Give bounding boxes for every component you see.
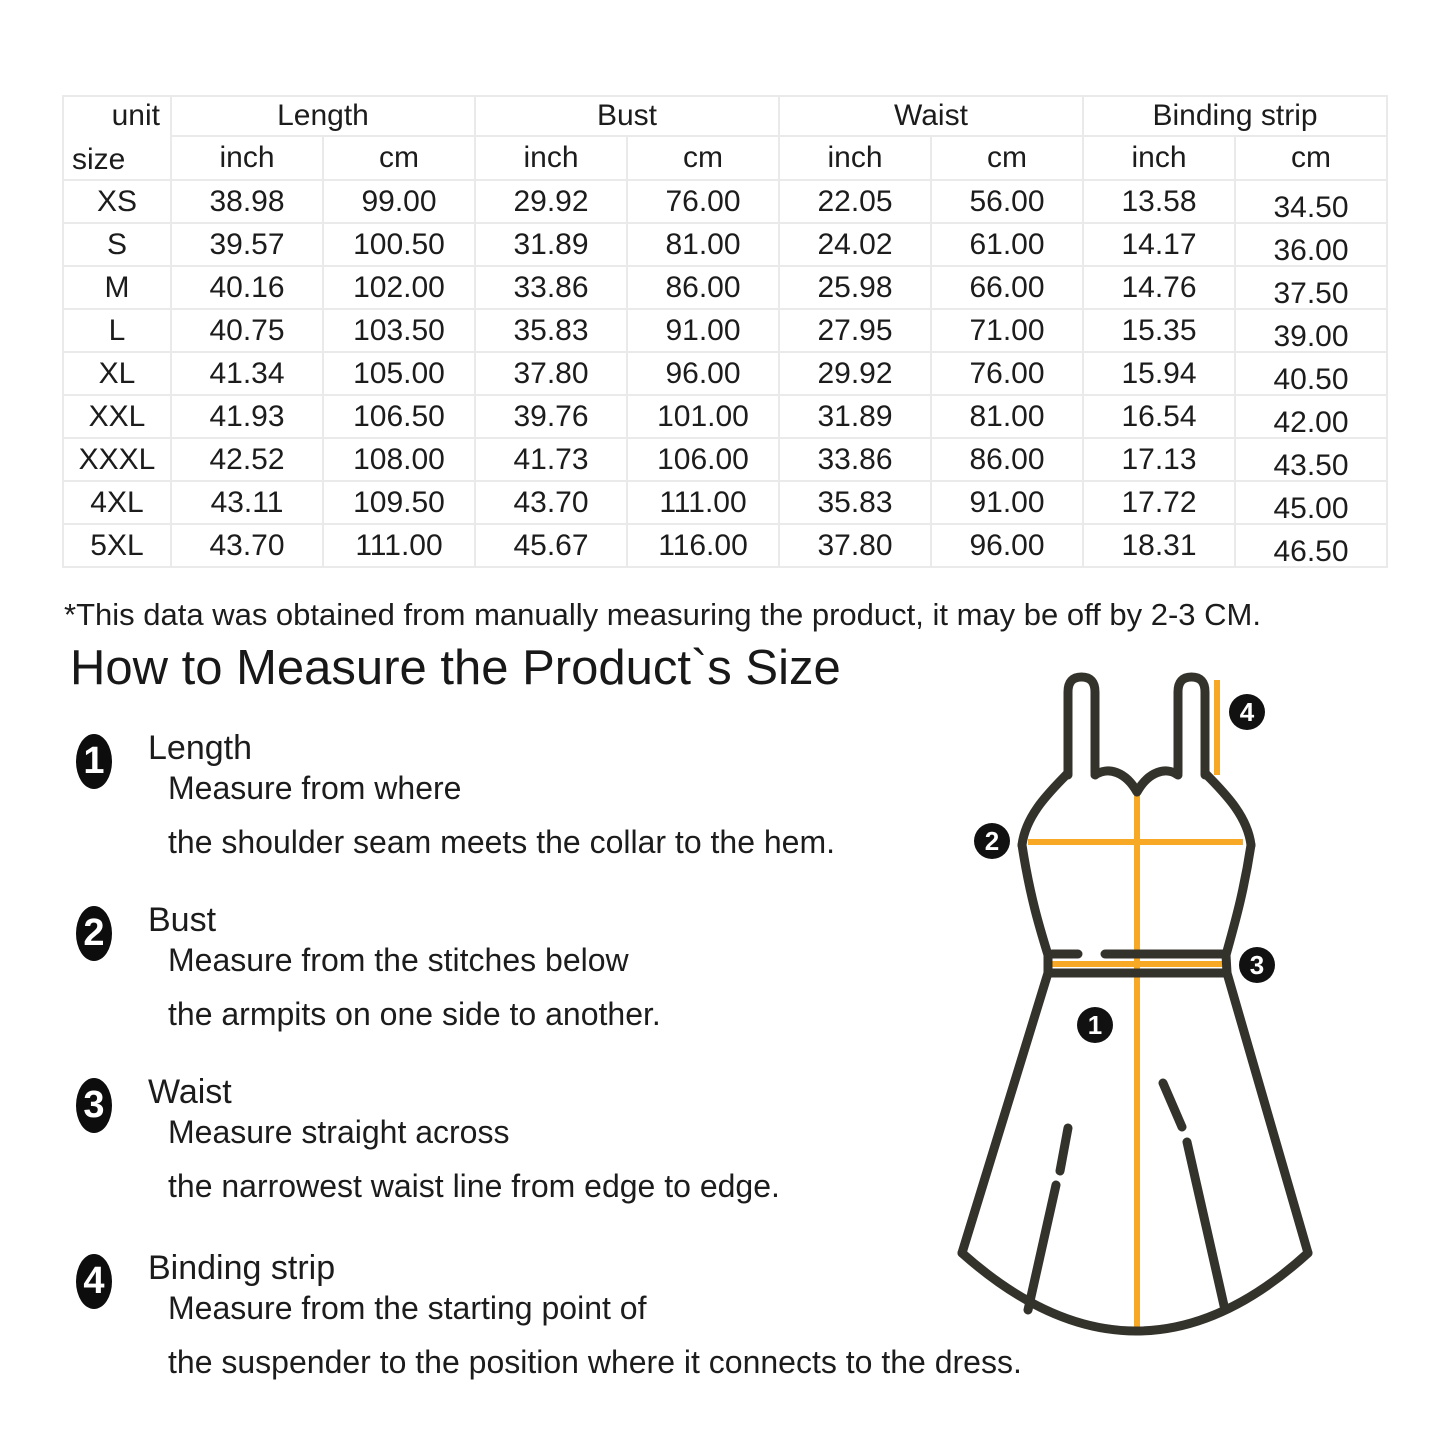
table-cell — [1235, 180, 1387, 223]
table-cell: 86.00 — [627, 266, 779, 309]
table-cell: 91.00 — [931, 481, 1083, 524]
table-cell: 14.17 — [1083, 223, 1235, 266]
instruction-title: Waist — [148, 1073, 232, 1111]
instruction-line: the shoulder seam meets the collar to the hem. — [168, 824, 836, 860]
table-cell: 91.00 — [627, 309, 779, 352]
table-cell: 43.70 — [171, 524, 323, 567]
table-cell-value: 46.50 — [1273, 534, 1349, 568]
instruction-title: Bust — [148, 901, 217, 939]
table-cell: 29.92 — [475, 180, 627, 223]
unit-header: cm — [323, 136, 475, 180]
instruction-item-bust — [70, 898, 1000, 1063]
instruction-line: the armpits on one side to another. — [168, 996, 661, 1032]
instruction-item-waist — [70, 1070, 1000, 1235]
table-cell — [1235, 481, 1387, 524]
table-cell: 27.95 — [779, 309, 931, 352]
table-cell: 24.02 — [779, 223, 931, 266]
right-shoulder-edge — [1205, 773, 1251, 845]
number-badge-2: 2 — [76, 906, 112, 961]
left-side-seam — [962, 845, 1048, 1253]
column-group-bust: Bust — [475, 96, 779, 136]
table-cell: 14.76 — [1083, 266, 1235, 309]
table-cell: 43.11 — [171, 481, 323, 524]
disclaimer-text: *This data was obtained from manually measuring the product, it may be off by 2-3 CM. — [64, 597, 1261, 632]
size-label: 5XL — [63, 524, 171, 567]
instruction-line: Measure from the starting point of — [168, 1290, 647, 1326]
instruction-line: the narrowest waist line from edge to edge. — [168, 1168, 780, 1204]
table-cell: 37.80 — [779, 524, 931, 567]
table-row — [63, 352, 1387, 395]
table-cell: 81.00 — [931, 395, 1083, 438]
table-cell-value: 42.00 — [1273, 405, 1349, 439]
instruction-item-binding-strip — [70, 1246, 1022, 1411]
table-cell — [1235, 524, 1387, 567]
size-label: XXL — [63, 395, 171, 438]
table-cell: 102.00 — [323, 266, 475, 309]
table-row — [63, 395, 1387, 438]
table-unit-header-row — [63, 136, 1387, 180]
table-cell — [1235, 395, 1387, 438]
table-cell: 18.31 — [1083, 524, 1235, 567]
table-cell-value: 34.50 — [1273, 190, 1349, 224]
right-strap — [1178, 677, 1205, 775]
table-cell: 108.00 — [323, 438, 475, 481]
unit-header: cm — [627, 136, 779, 180]
table-cell: 33.86 — [475, 266, 627, 309]
table-cell — [1235, 352, 1387, 395]
table-row — [63, 223, 1387, 266]
unit-header: inch — [779, 136, 931, 180]
table-cell: 111.00 — [323, 524, 475, 567]
dress-diagram-svg — [940, 655, 1360, 1355]
number-badge-3: 3 — [76, 1078, 112, 1133]
right-side-seam — [1226, 845, 1308, 1253]
table-cell: 13.58 — [1083, 180, 1235, 223]
table-cell: 42.52 — [171, 438, 323, 481]
size-label: XXXL — [63, 438, 171, 481]
instruction-line: Measure straight across — [168, 1114, 510, 1150]
column-group-binding-strip: Binding strip — [1083, 96, 1387, 136]
size-label: L — [63, 309, 171, 352]
table-cell — [1235, 266, 1387, 309]
table-cell: 31.89 — [779, 395, 931, 438]
size-label: XL — [63, 352, 171, 395]
corner-label-unit: unit — [111, 99, 160, 132]
table-cell: 17.13 — [1083, 438, 1235, 481]
table-cell: 81.00 — [627, 223, 779, 266]
table-group-header-row — [63, 96, 1387, 136]
page-title: How to Measure the Product`s Size — [70, 641, 841, 695]
table-cell-value: 39.00 — [1273, 319, 1349, 353]
table-cell — [1235, 223, 1387, 266]
unit-header: inch — [1083, 136, 1235, 180]
table-cell-value: 45.00 — [1273, 491, 1349, 525]
table-cell-value: 43.50 — [1273, 448, 1349, 482]
unit-header: cm — [1235, 136, 1387, 180]
table-cell: 99.00 — [323, 180, 475, 223]
table-cell: 45.67 — [475, 524, 627, 567]
instruction-item-length — [70, 726, 1000, 891]
table-cell: 39.76 — [475, 395, 627, 438]
left-fold-line — [1028, 1128, 1068, 1310]
number-badge-1: 1 — [76, 734, 112, 789]
table-cell-value: 40.50 — [1273, 362, 1349, 396]
neckline — [1095, 771, 1178, 792]
table-cell: 61.00 — [931, 223, 1083, 266]
left-shoulder-edge — [1022, 773, 1068, 845]
table-cell: 17.72 — [1083, 481, 1235, 524]
table-cell: 76.00 — [931, 352, 1083, 395]
table-cell: 41.93 — [171, 395, 323, 438]
unit-header: cm — [931, 136, 1083, 180]
size-label: M — [63, 266, 171, 309]
table-row — [63, 438, 1387, 481]
table-cell: 71.00 — [931, 309, 1083, 352]
column-group-length: Length — [171, 96, 475, 136]
instruction-title: Binding strip — [148, 1249, 336, 1287]
table-cell: 35.83 — [475, 309, 627, 352]
table-cell: 40.75 — [171, 309, 323, 352]
size-label: S — [63, 223, 171, 266]
instruction-line: the suspender to the position where it connects to the dress. — [168, 1344, 1022, 1380]
table-row — [63, 481, 1387, 524]
table-cell: 105.00 — [323, 352, 475, 395]
table-cell: 38.98 — [171, 180, 323, 223]
diagram-badge-1: 1 — [1087, 1010, 1103, 1040]
table-cell-value: 37.50 — [1273, 276, 1349, 310]
column-group-waist: Waist — [779, 96, 1083, 136]
table-row — [63, 180, 1387, 223]
table-cell: 116.00 — [627, 524, 779, 567]
table-cell: 40.16 — [171, 266, 323, 309]
table-cell: 15.94 — [1083, 352, 1235, 395]
table-cell: 37.80 — [475, 352, 627, 395]
table-cell: 109.50 — [323, 481, 475, 524]
table-cell: 25.98 — [779, 266, 931, 309]
table-cell: 106.00 — [627, 438, 779, 481]
diagram-badge-2: 2 — [984, 826, 1000, 856]
table-cell: 41.73 — [475, 438, 627, 481]
left-strap — [1068, 677, 1095, 775]
diagram-badge-3: 3 — [1249, 950, 1265, 980]
dress-diagram — [940, 655, 1360, 1355]
table-cell — [1235, 309, 1387, 352]
corner-unit-size-cell — [63, 96, 171, 180]
instruction-title: Length — [148, 729, 252, 767]
table-cell: 15.35 — [1083, 309, 1235, 352]
size-label: XS — [63, 180, 171, 223]
right-fold-line — [1163, 1083, 1225, 1310]
table-cell: 111.00 — [627, 481, 779, 524]
unit-header: inch — [475, 136, 627, 180]
table-cell: 22.05 — [779, 180, 931, 223]
table-cell: 76.00 — [627, 180, 779, 223]
table-cell: 103.50 — [323, 309, 475, 352]
table-row — [63, 266, 1387, 309]
table-cell: 96.00 — [627, 352, 779, 395]
table-cell: 106.50 — [323, 395, 475, 438]
size-chart-table — [62, 95, 1388, 568]
table-cell: 29.92 — [779, 352, 931, 395]
table-row — [63, 309, 1387, 352]
instruction-line: Measure from where — [168, 770, 462, 806]
table-cell: 66.00 — [931, 266, 1083, 309]
table-row — [63, 524, 1387, 567]
table-cell: 39.57 — [171, 223, 323, 266]
table-cell-value: 36.00 — [1273, 233, 1349, 267]
table-cell: 101.00 — [627, 395, 779, 438]
diagram-badge-4: 4 — [1239, 697, 1255, 727]
table-cell: 100.50 — [323, 223, 475, 266]
table-cell: 86.00 — [931, 438, 1083, 481]
table-cell: 35.83 — [779, 481, 931, 524]
corner-label-size: size — [72, 143, 126, 176]
number-badge-4: 4 — [76, 1254, 112, 1309]
instruction-line: Measure from the stitches below — [168, 942, 629, 978]
table-cell: 43.70 — [475, 481, 627, 524]
table-cell: 56.00 — [931, 180, 1083, 223]
unit-header: inch — [171, 136, 323, 180]
table-cell: 96.00 — [931, 524, 1083, 567]
size-label: 4XL — [63, 481, 171, 524]
table-cell: 41.34 — [171, 352, 323, 395]
table-cell: 16.54 — [1083, 395, 1235, 438]
table-cell: 31.89 — [475, 223, 627, 266]
table-cell: 33.86 — [779, 438, 931, 481]
table-cell — [1235, 438, 1387, 481]
